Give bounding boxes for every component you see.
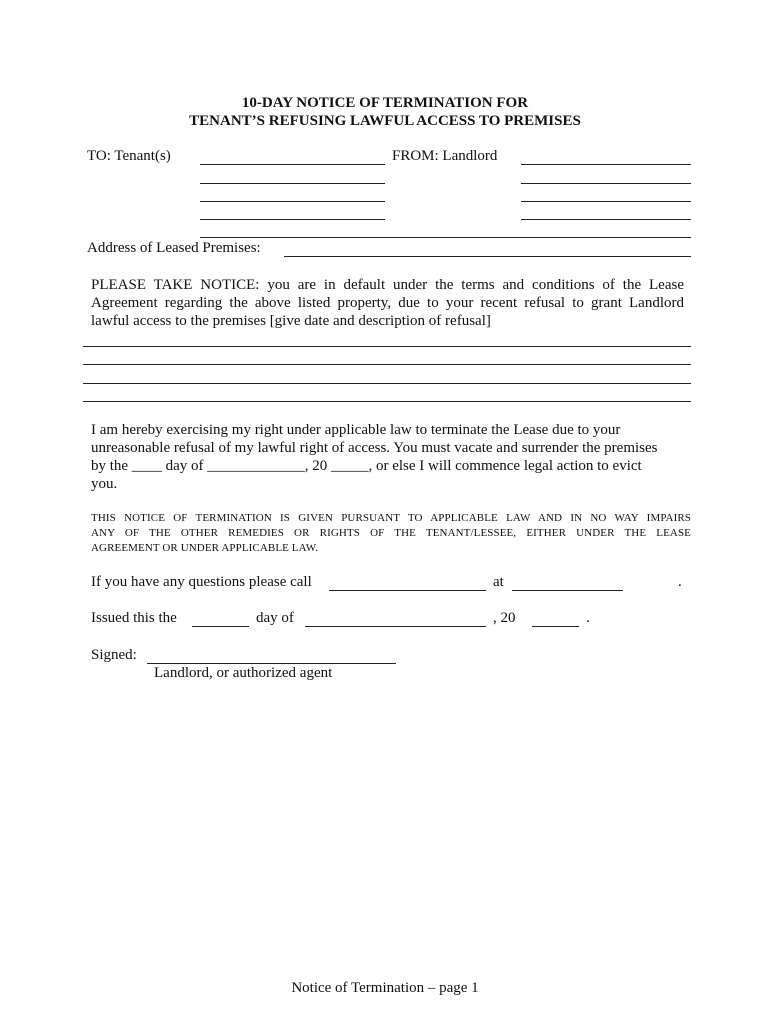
refusal-description-line-2[interactable] [83,364,691,365]
tenant-name-line-1[interactable] [200,164,385,165]
issued-year-line[interactable] [532,626,579,627]
page-footer: Notice of Termination – page 1 [291,980,479,996]
notice-line-3: lawful access to the premises [give date and description of refusal] [91,313,491,329]
issued-twenty: , 20 [493,610,516,626]
notice-line-2: Agreement regarding the above listed property, due to your recent refusal to grant Landlord [91,295,684,311]
exercise-line-3: by the ____ day of _____________, 20 _____, or else I will commence legal action to evict [91,458,642,474]
questions-label: If you have any questions please call [91,574,312,590]
signature-line[interactable] [147,663,396,664]
landlord-name-line-1[interactable] [521,164,691,165]
refusal-description-line-3[interactable] [83,383,691,384]
tenant-name-line-3[interactable] [200,201,385,202]
questions-at: at [493,574,504,590]
issued-day-line[interactable] [192,626,249,627]
exercise-line-1: I am hereby exercising my right under applicable law to terminate the Lease due to your [91,422,621,438]
issued-month-line[interactable] [305,626,486,627]
issued-day-of: day of [256,610,294,626]
landlord-name-line-3[interactable] [521,201,691,202]
issued-label: Issued this the [91,610,177,626]
caps-notice-line-1: THIS NOTICE OF TERMINATION IS GIVEN PURSUANT TO APPLICABLE LAW AND IN NO WAY IMPAIRS [91,512,691,524]
issued-period: . [586,610,590,626]
refusal-description-line-1[interactable] [83,346,691,347]
exercise-line-2: unreasonable refusal of my lawful right of access. You must vacate and surrender the premises [91,440,658,456]
from-landlord-label: FROM: Landlord [392,148,498,164]
address-line[interactable] [284,256,691,257]
notice-line-1: PLEASE TAKE NOTICE: you are in default under the terms and conditions of the Lease [91,277,684,293]
tenant-name-line-2[interactable] [200,183,385,184]
phone-time-line[interactable] [512,590,623,591]
signed-label: Signed: [91,647,137,663]
document-title-line2: TENANT’S REFUSING LAWFUL ACCESS TO PREMISES [189,113,581,129]
separator-line [200,237,691,238]
address-label: Address of Leased Premises: [87,240,261,256]
document-title-line1: 10-DAY NOTICE OF TERMINATION FOR [241,95,529,111]
signature-caption: Landlord, or authorized agent [154,665,333,681]
caps-notice-line-2: ANY OF THE OTHER REMEDIES OR RIGHTS OF THE TENANT/LESSEE, EITHER UNDER THE LEASE [91,527,691,539]
tenant-name-line-4[interactable] [200,219,385,220]
questions-period: . [678,574,682,590]
to-tenant-label: TO: Tenant(s) [87,148,171,164]
refusal-description-line-4[interactable] [83,401,691,402]
phone-line[interactable] [329,590,486,591]
landlord-name-line-2[interactable] [521,183,691,184]
caps-notice-line-3: AGREEMENT OR UNDER APPLICABLE LAW. [91,542,319,554]
exercise-line-4: you. [91,476,118,492]
landlord-name-line-4[interactable] [521,219,691,220]
